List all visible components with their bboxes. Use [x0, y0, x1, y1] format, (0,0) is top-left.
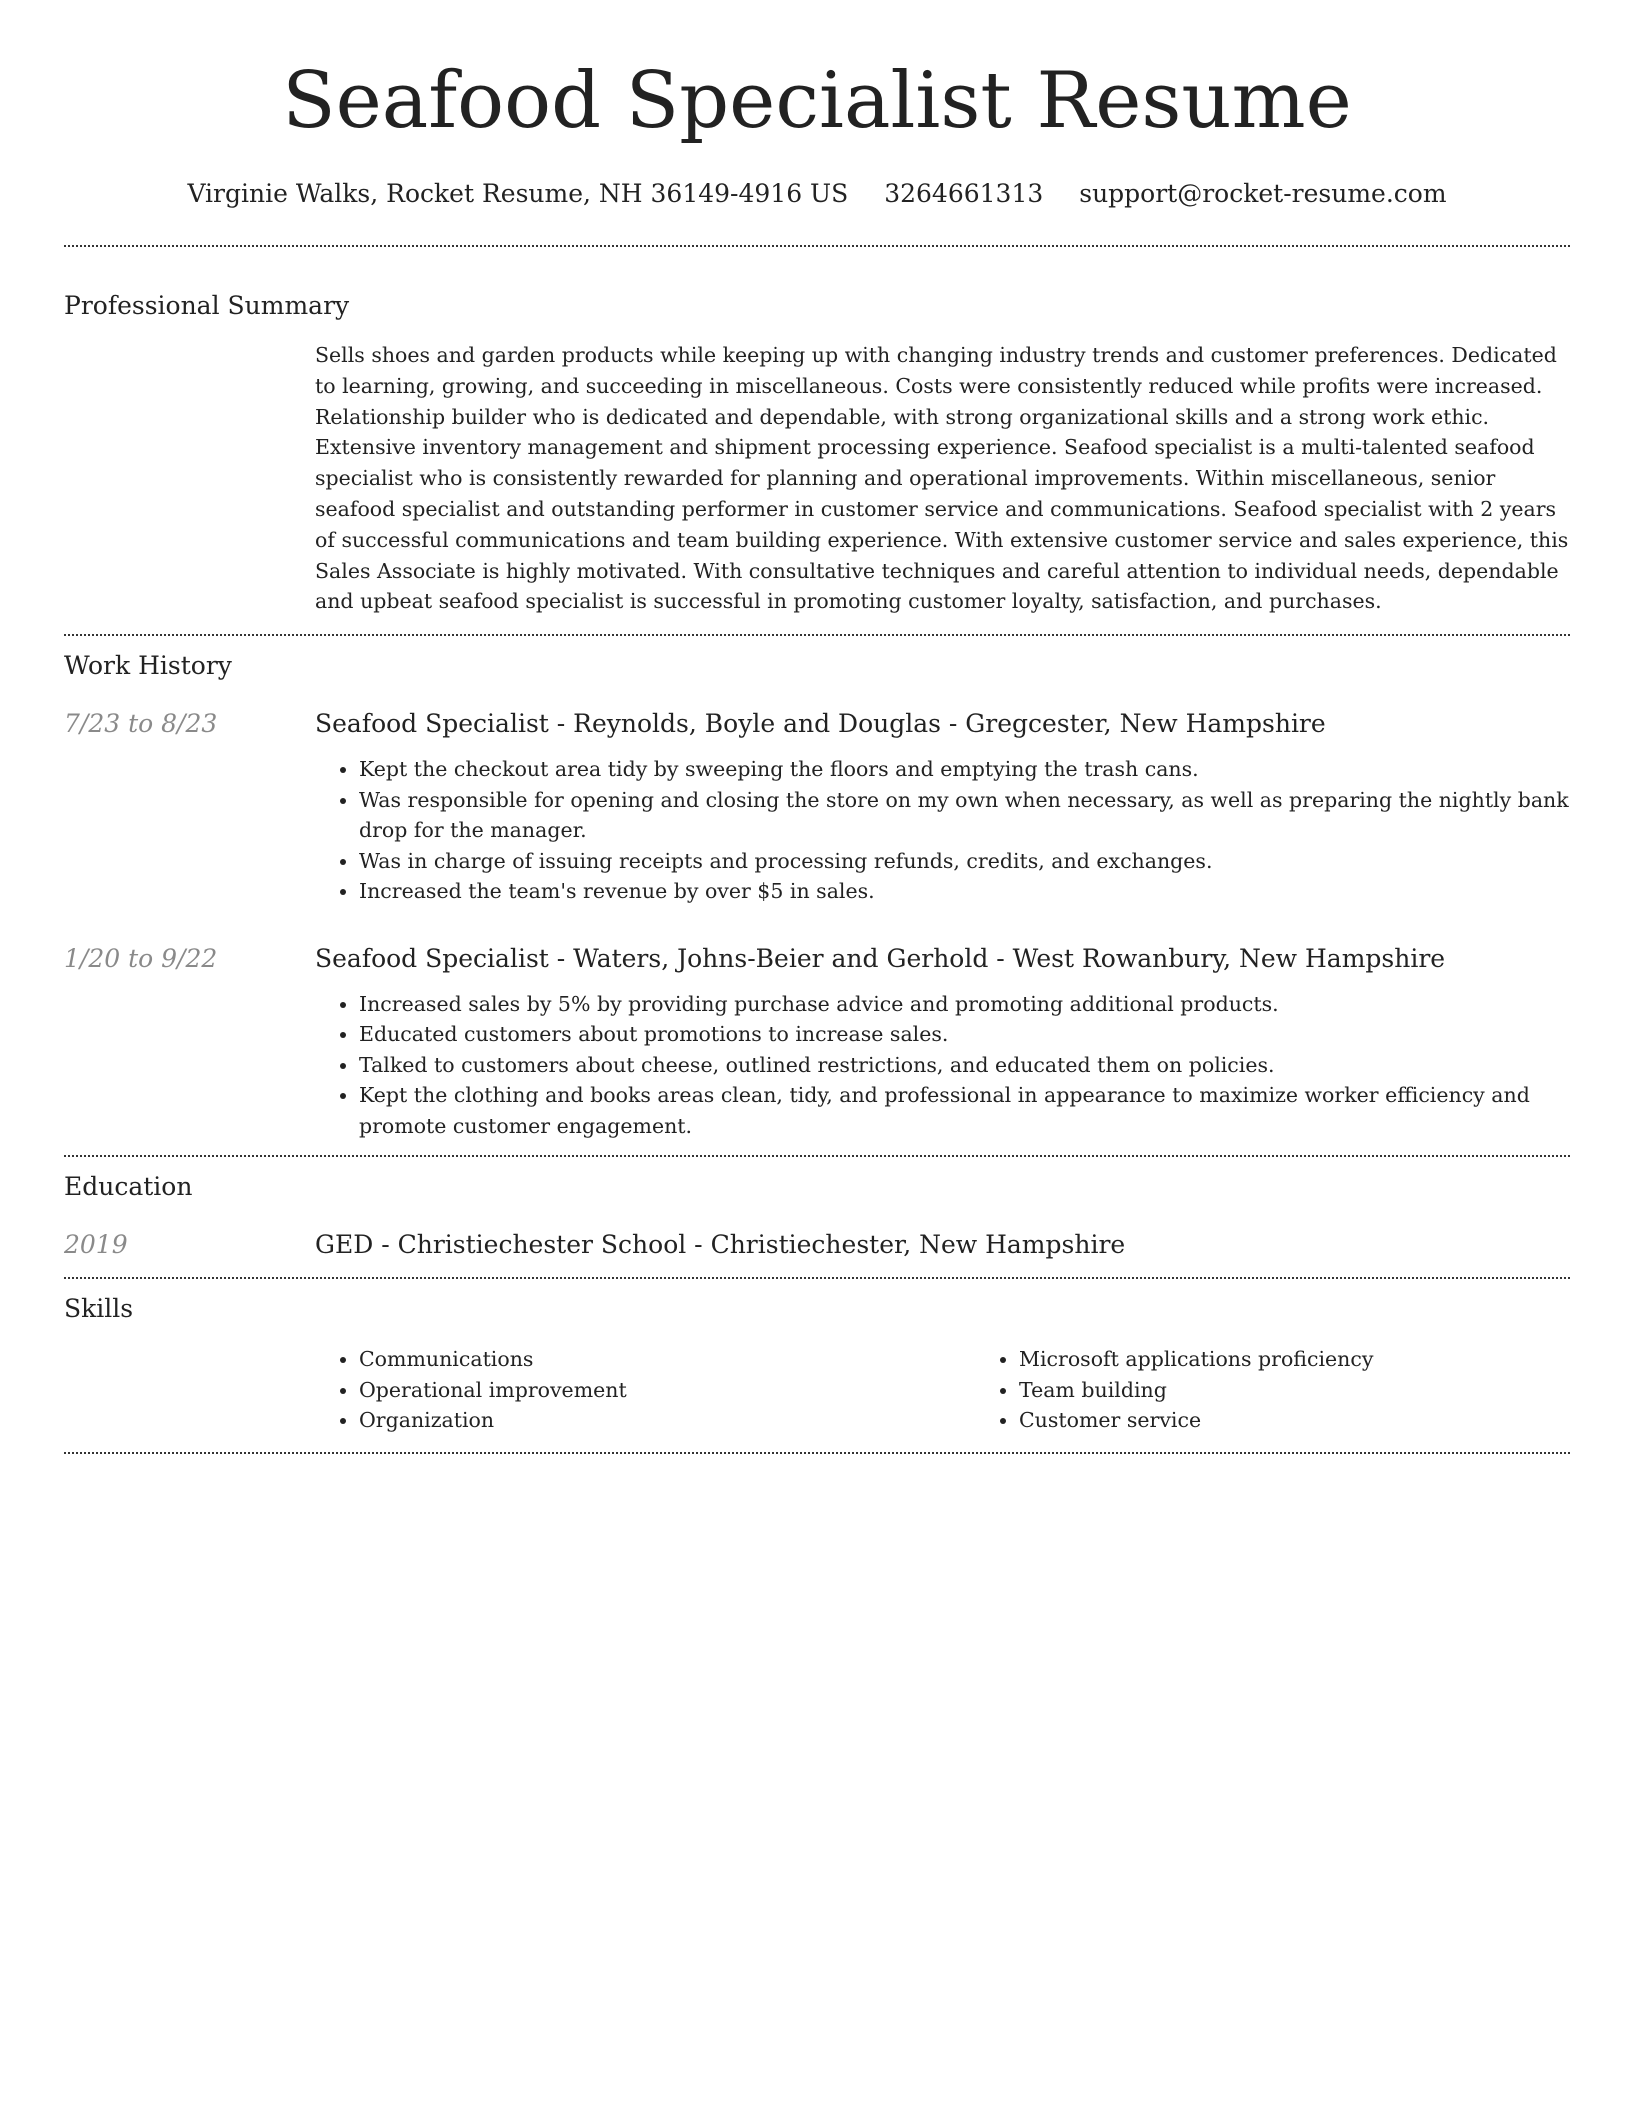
- education-title: GED - Christiechester School - Christiechester, New Hampshire: [315, 1230, 1126, 1260]
- skills-section: [64, 1279, 1570, 1436]
- section-heading: Education: [64, 1172, 193, 1202]
- section-heading: Professional Summary: [64, 291, 350, 320]
- contact-phone: 3264661313: [884, 179, 1044, 208]
- education-entry: [64, 1227, 1570, 1263]
- list-item: • Organization: [359, 1405, 975, 1436]
- skills-grid: [315, 1344, 1570, 1436]
- job-title: Seafood Specialist - Waters, Johns-Beier and Gerhold - West Rowanbury, New Hampshire: [315, 943, 1446, 973]
- job-entry: [64, 941, 1570, 1142]
- list-item: • Was responsible for opening and closing the store on my own when necessary, as well as preparing the nightly bank drop for the manager.: [359, 785, 1570, 846]
- education-section: [64, 1157, 1570, 1263]
- list-item: • Educated customers about promotions to increase sales.: [359, 1019, 1570, 1050]
- list-item: • Increased sales by 5% by providing purchase advice and promoting additional products.: [359, 989, 1570, 1020]
- job-dates: 7/23 to 8/23: [64, 709, 218, 739]
- contact-address: Virginie Walks, Rocket Resume, NH 36149-4916 US: [187, 179, 849, 208]
- list-item: • Talked to customers about cheese, outlined restrictions, and educated them on policies.: [359, 1050, 1570, 1081]
- job-bullets: [315, 989, 1570, 1142]
- skills-list-left: [315, 1344, 975, 1436]
- list-item: • Communications: [359, 1344, 975, 1375]
- list-item: • Was in charge of issuing receipts and processing refunds, credits, and exchanges.: [359, 846, 1570, 877]
- divider: [64, 1452, 1570, 1454]
- list-item: • Increased the team's revenue by over $5 in sales.: [359, 876, 1570, 907]
- summary-section: [64, 247, 1570, 617]
- summary-text: Sells shoes and garden products while keeping up with changing industry trends and customer preferences. Dedicated to learning, growing, and succeeding in miscellaneous. Costs were consistently reduced while profits were increased. Relationship builder who is dedicated and dependable, with strong organizational skills and a strong work ethic. Extensive inventory management and shipment processing experience. Seafood specialist is a multi-talented seafood specialist who is consistently rewarded for planning and operational improvements. Within miscellaneous, senior seafood specialist and outstanding performer in customer service and communications. Seafood specialist with 2 years of successful communications and team building experience. With extensive customer service and sales experience, this Sales Associate is highly motivated. With consultative techniques and careful attention to individual needs, dependable and upbeat seafood specialist is successful in promoting customer loyalty, satisfaction, and purchases.: [315, 343, 1569, 614]
- page-title: Seafood Specialist Resume: [282, 56, 1352, 146]
- work-history-section: [64, 636, 1570, 1141]
- list-item: • Team building: [1019, 1375, 1632, 1406]
- resume-page: [64, 0, 1570, 1454]
- list-item: • Customer service: [1019, 1405, 1632, 1436]
- list-item: • Microsoft applications proficiency: [1019, 1344, 1632, 1375]
- job-bullets: [315, 754, 1570, 907]
- list-item: • Operational improvement: [359, 1375, 975, 1406]
- section-heading: Skills: [64, 1294, 134, 1324]
- section-heading: Work History: [64, 651, 232, 681]
- job-dates: 1/20 to 9/22: [64, 943, 218, 973]
- list-item: • Kept the clothing and books areas clean, tidy, and professional in appearance to maximize worker efficiency and promote customer engagement.: [359, 1080, 1570, 1141]
- contact-line: [64, 176, 1570, 212]
- skills-list-right: [975, 1344, 1632, 1436]
- education-year: 2019: [64, 1230, 128, 1260]
- job-entry: [64, 706, 1570, 907]
- list-item: • Kept the checkout area tidy by sweeping the floors and emptying the trash cans.: [359, 754, 1570, 785]
- contact-email: support@rocket-resume.com: [1079, 179, 1447, 208]
- job-title: Seafood Specialist - Reynolds, Boyle and Douglas - Gregcester, New Hampshire: [315, 709, 1326, 739]
